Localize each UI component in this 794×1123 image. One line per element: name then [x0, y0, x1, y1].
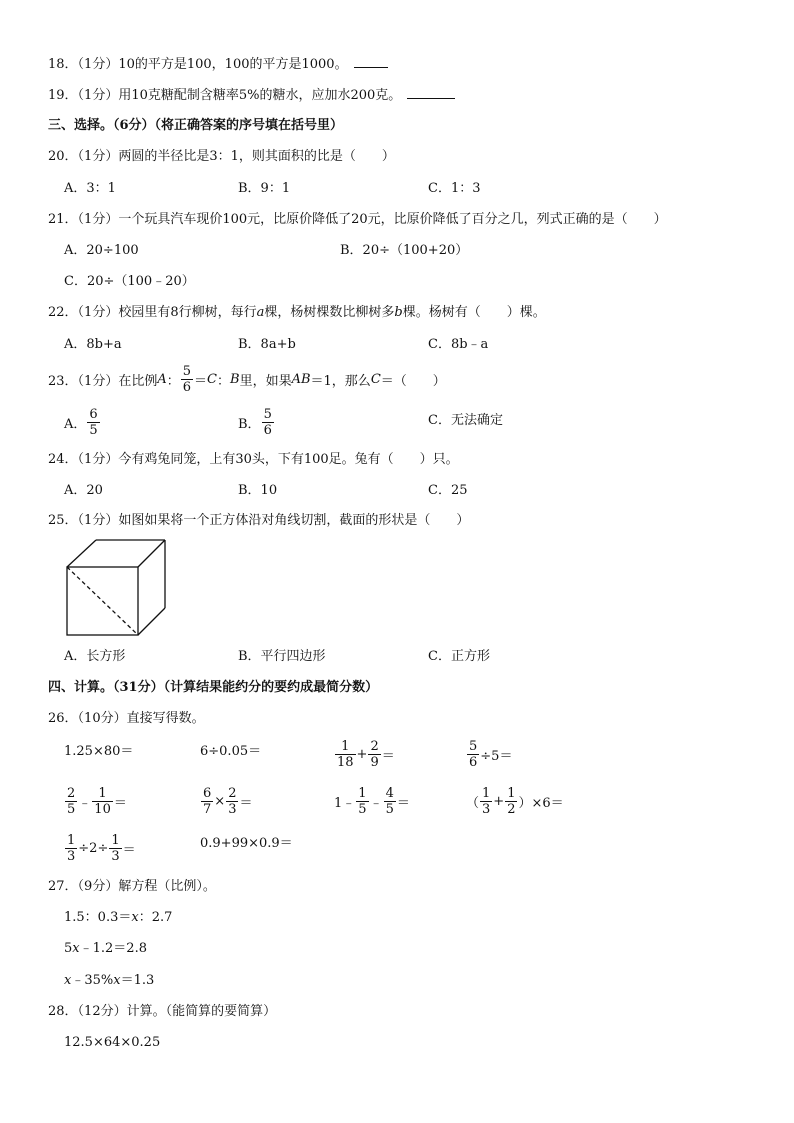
- q27-eq3-x2: x: [113, 973, 121, 988]
- q25-option-a[interactable]: A．长方形: [64, 649, 126, 664]
- q22-suffix: 棵。杨树有（ ）棵。: [402, 305, 546, 320]
- q26-expr-1: 1.25×80＝: [64, 744, 134, 759]
- q26-expr-2: 6÷0.05＝: [200, 744, 262, 759]
- q23-colon-2: ：: [216, 373, 230, 389]
- q26-e9-frac-1: [65, 833, 77, 864]
- q26-e9-mid: ÷2÷: [78, 840, 109, 856]
- q23-prefix: 23．（1分）在比例: [48, 373, 158, 389]
- q23-var-c: C: [207, 371, 217, 387]
- q26-e6-den-1: 7: [203, 801, 212, 817]
- q20-option-c[interactable]: C．1：3: [428, 181, 481, 196]
- question-19: [48, 86, 455, 105]
- answer-blank-18[interactable]: [354, 55, 388, 68]
- q26-e3-frac-1: [335, 739, 356, 770]
- q27-eq2-pre: 5: [64, 941, 73, 956]
- q23-numerator: 5: [182, 363, 192, 379]
- q27-eq3-x1: x: [64, 973, 72, 988]
- q27-equation-1: [64, 909, 172, 927]
- q26-e6-frac-2: [226, 786, 238, 817]
- q23-mid: 里，如果: [239, 373, 292, 389]
- q26-e7-den-2: 5: [385, 801, 394, 817]
- q27-equation-2: [64, 940, 147, 958]
- q26-e3-op: +: [356, 746, 368, 762]
- q23-option-b-label: B．: [238, 416, 261, 432]
- q22-option-a[interactable]: A．8b+a: [64, 337, 122, 352]
- q23-suffix: ＝（ ）: [380, 373, 446, 389]
- section-3-title: 三、选择。（6分）（将正确答案的序号填在括号里）: [48, 118, 344, 133]
- q27-eq1-post: ：2.7: [138, 910, 173, 925]
- q26-e6-num-1: 6: [203, 785, 212, 801]
- q26-e9-den-2: 3: [111, 848, 120, 864]
- section-4-title: 四、计算。（31分）（计算结果能约分的要约成最简分数）: [48, 680, 379, 695]
- q23-option-b-denominator: 6: [263, 422, 272, 438]
- q23-var-ab: AB: [291, 371, 311, 387]
- q23-fraction: [181, 364, 193, 395]
- q26-e8-den-1: 3: [482, 801, 491, 817]
- question-24-text: 24．（1分）今有鸡兔同笼，上有30头，下有100足。兔有（ ）只。: [48, 452, 459, 467]
- question-21-text: 21．（1分）一个玩具汽车现价100元，比原价降低了20元，比原价降低了百分之几，列式正确的是（ ）: [48, 212, 667, 227]
- q22-mid: 棵，杨树棵数比柳树多: [264, 305, 395, 320]
- q27-eq1-x: x: [131, 910, 139, 925]
- q23-option-b[interactable]: [238, 404, 275, 440]
- q26-expr-10: 0.9+99×0.9＝: [200, 836, 293, 851]
- question-23-text: [48, 361, 446, 397]
- q22-option-b[interactable]: B．8a+b: [238, 337, 296, 352]
- q23-option-b-numerator: 5: [263, 406, 272, 422]
- q26-e4-den: 6: [469, 754, 478, 770]
- question-18: [48, 55, 388, 74]
- q26-e8-num-1: 1: [482, 785, 491, 801]
- q24-option-b[interactable]: B．10: [238, 483, 278, 498]
- q23-option-a-denominator: 5: [89, 422, 98, 438]
- q26-e5-num-2: 1: [92, 786, 113, 802]
- q26-e7-num-1: 1: [358, 785, 367, 801]
- q21-option-a[interactable]: A．20÷100: [64, 243, 139, 258]
- q21-option-b[interactable]: B．20÷（100+20）: [340, 243, 469, 258]
- q26-e6-num-2: 2: [228, 785, 237, 801]
- q26-e9-num-2: 1: [111, 832, 120, 848]
- q26-e7-den-1: 5: [358, 801, 367, 817]
- q26-e3-eq: ＝: [381, 748, 395, 764]
- q26-expr-9: [64, 830, 136, 866]
- q26-e8-num-2: 1: [507, 785, 516, 801]
- q23-denominator: 6: [182, 379, 192, 395]
- q22-prefix: 22．（1分）校园里有8行柳树，每行: [48, 305, 257, 320]
- q23-mid2: ＝1，那么: [310, 373, 371, 389]
- answer-blank-19[interactable]: [407, 86, 455, 99]
- q27-eq3-post: ＝1.3: [120, 973, 155, 988]
- q26-e8-frac-2: [505, 786, 517, 817]
- question-27-text: 27．（9分）解方程（比例）。: [48, 879, 216, 894]
- q28-expr-1: 12.5×64×0.25: [64, 1035, 161, 1050]
- q26-e4-num: 5: [469, 738, 478, 754]
- q26-e9-num-1: 1: [67, 832, 76, 848]
- q26-e4-tail: ÷5＝: [480, 748, 513, 764]
- q23-option-a[interactable]: [64, 404, 101, 440]
- q26-e7-num-2: 4: [385, 785, 394, 801]
- q23-var-a: A: [157, 371, 167, 387]
- q24-option-a[interactable]: A．20: [64, 483, 103, 498]
- q22-var-a: a: [256, 305, 265, 320]
- q26-e3-den-2: 9: [370, 754, 379, 770]
- q27-equation-3: [64, 972, 154, 990]
- q26-e8-open: （: [466, 795, 480, 811]
- q26-e7-frac-1: [356, 786, 368, 817]
- q26-e8-frac-1: [480, 786, 492, 817]
- q26-e7-op: ﹣: [369, 795, 383, 811]
- q26-e5-frac-2: [92, 786, 113, 817]
- question-19-text: 19．（1分）用10克糖配制含糖率5%的糖水，应加水200克。: [48, 88, 402, 103]
- q26-e9-eq: ＝: [122, 842, 136, 858]
- q26-expr-3: [334, 736, 395, 772]
- q24-option-c[interactable]: C．25: [428, 483, 468, 498]
- question-18-text: 18．（1分）10的平方是100，100的平方是1000。: [48, 57, 348, 72]
- q22-option-c[interactable]: C．8b﹣a: [428, 337, 489, 352]
- q25-option-b[interactable]: B．平行四边形: [238, 649, 326, 664]
- q23-equals: ＝: [194, 373, 208, 389]
- q26-e7-lead: 1﹣: [334, 795, 356, 811]
- q26-e6-op: ×: [214, 793, 226, 809]
- q26-e5-op: ﹣: [78, 795, 92, 811]
- q26-expr-4: [466, 736, 512, 772]
- cube-figure: [64, 537, 168, 639]
- question-25-text: 25．（1分）如图如果将一个正方体沿对角线切割，截面的形状是（ ）: [48, 513, 470, 528]
- q26-e7-eq: ＝: [396, 795, 410, 811]
- q23-colon: ：: [166, 373, 180, 389]
- q21-option-c[interactable]: C．20÷（100﹣20）: [64, 274, 195, 289]
- q26-expr-5: [64, 783, 127, 819]
- question-20-text: 20．（1分）两圆的半径比是3：1，则其面积的比是（ ）: [48, 149, 395, 164]
- q26-expr-6: [200, 783, 252, 819]
- q23-option-a-fraction: [87, 407, 99, 438]
- q26-e6-frac-1: [201, 786, 213, 817]
- q27-eq1-pre: 1.5：0.3＝: [64, 910, 132, 925]
- q26-e8-tail: ）×6＝: [518, 795, 564, 811]
- q26-expr-7: [334, 783, 410, 819]
- question-26-text: 26．（10分）直接写得数。: [48, 711, 205, 726]
- q20-option-a[interactable]: A．3：1: [64, 181, 116, 196]
- q23-var-b: B: [230, 371, 240, 387]
- q26-e9-den-1: 3: [67, 848, 76, 864]
- q23-option-b-fraction: [262, 407, 274, 438]
- q26-e7-frac-2: [384, 786, 396, 817]
- q26-e5-frac-1: [65, 786, 77, 817]
- q26-e5-eq: ＝: [113, 795, 127, 811]
- q23-var-c2: C: [370, 371, 381, 387]
- q26-e8-den-2: 2: [507, 801, 516, 817]
- question-28-text: 28．（12分）计算。（能简算的要简算）: [48, 1004, 277, 1019]
- q27-eq3-mid: ﹣35%: [71, 973, 114, 988]
- q20-option-b[interactable]: B．9：1: [238, 181, 291, 196]
- q26-e4-frac: [467, 739, 479, 770]
- q26-e9-frac-2: [109, 833, 121, 864]
- q26-e3-den-1: 18: [337, 754, 354, 770]
- q25-option-c[interactable]: C．正方形: [428, 649, 490, 664]
- q23-option-a-numerator: 6: [89, 406, 98, 422]
- q26-e5-den-2: 10: [94, 801, 111, 817]
- q26-expr-8: [466, 783, 564, 819]
- q26-e3-num-1: 1: [335, 739, 356, 755]
- q23-option-c[interactable]: C．无法确定: [428, 413, 503, 428]
- q23-option-a-label: A．: [64, 416, 87, 432]
- q27-eq2-post: ﹣1.2＝2.8: [79, 941, 147, 956]
- q27-eq2-x: x: [72, 941, 80, 956]
- q26-e6-eq: ＝: [239, 795, 253, 811]
- q26-e5-den-1: 5: [67, 801, 76, 817]
- q26-e6-den-2: 3: [228, 801, 237, 817]
- q22-var-b: b: [394, 305, 403, 320]
- q26-e3-num-2: 2: [370, 738, 379, 754]
- q26-e8-op: +: [493, 793, 505, 809]
- q26-e5-num-1: 2: [67, 785, 76, 801]
- q26-e3-frac-2: [368, 739, 380, 770]
- question-22-text: [48, 304, 546, 322]
